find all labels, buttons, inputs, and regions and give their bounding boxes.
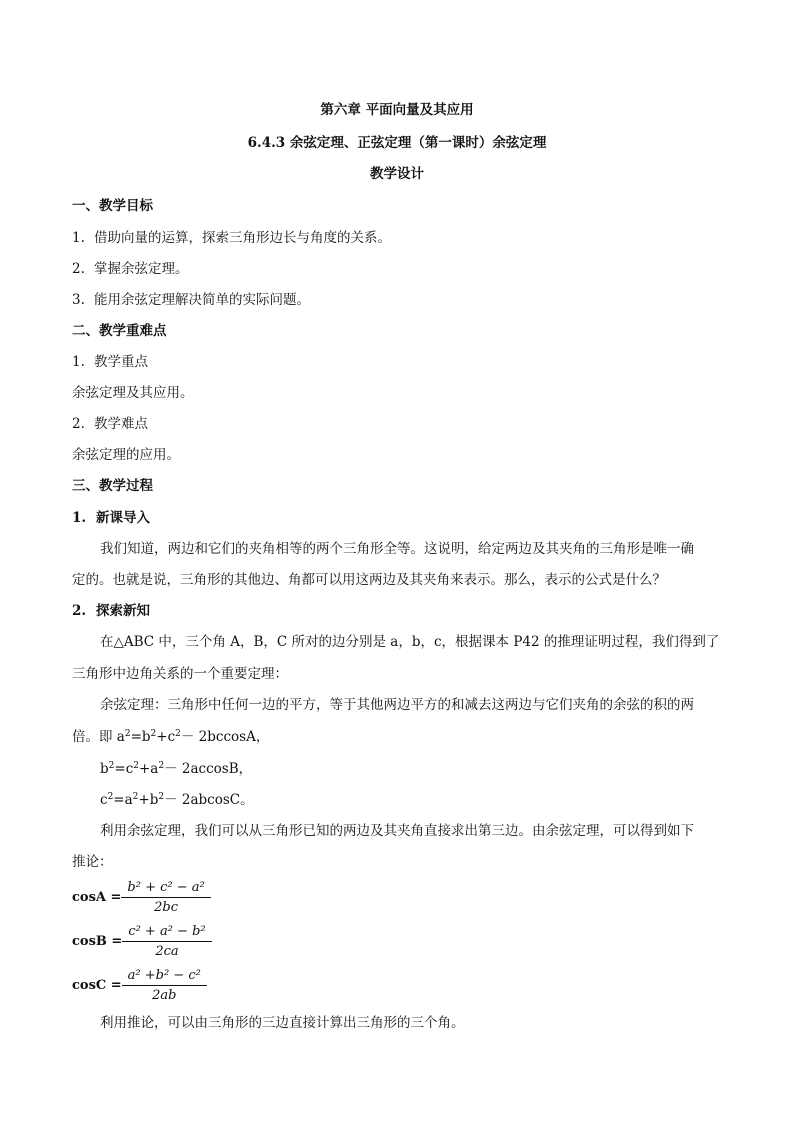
- subsection-explore: [72, 601, 722, 621]
- formula-cosA: [72, 874, 208, 920]
- intro-paragraph-line: 定的。也就是说，三角形的其他边、角都可以用这两边及其夹角来表示。那么，表示的公式是什么？: [72, 572, 666, 588]
- key-point-label: [72, 352, 722, 372]
- numerator: a² +b² − c²: [127, 967, 201, 983]
- goal-number: 2.: [72, 261, 85, 277]
- subsection-intro: [72, 508, 722, 528]
- formula-label: cosA =: [72, 889, 122, 905]
- explore-paragraph-line: 在△ABC 中，三个角 A，B，C 所对的边分别是 a，b，c，根据课本 P42 的推理证明过程，我们得到了: [100, 634, 720, 650]
- formula-cosB: [72, 918, 209, 964]
- numerator: b² + c² − a²: [127, 879, 205, 895]
- subsection-title: 探索新知: [96, 603, 150, 619]
- key-point-text: 余弦定理及其应用。: [72, 385, 194, 401]
- difficulty-text: 余弦定理的应用。: [72, 447, 180, 463]
- key-point-number: 1.: [72, 354, 85, 370]
- corollary-paragraph-line: 利用余弦定理，我们可以从三角形已知的两边及其夹角直接求出第三边。由余弦定理，可以得到如下: [100, 823, 694, 839]
- corollary-paragraph-line: 推论：: [72, 854, 113, 870]
- subsection-number: 2.: [72, 603, 87, 619]
- goal-item: [72, 290, 722, 310]
- goal-text: 借助向量的运算，探索三角形边长与角度的关系。: [94, 230, 391, 246]
- goal-number: 1.: [72, 230, 85, 246]
- subsection-title: 新课导入: [96, 510, 150, 526]
- explore-paragraph-line: 三角形中边角关系的一个重要定理：: [72, 666, 288, 682]
- section-heading-goals: 一、教学目标: [72, 198, 153, 214]
- section-heading-process: 三、教学过程: [72, 478, 153, 494]
- goal-item: [72, 259, 722, 279]
- denominator: 2ca: [122, 941, 211, 959]
- key-point-label-text: 教学重点: [94, 354, 148, 370]
- difficulty-number: 2.: [72, 416, 85, 432]
- lesson-title: 6.4.3 余弦定理、正弦定理（第一课时）余弦定理: [247, 135, 547, 151]
- denominator: 2bc: [121, 897, 210, 915]
- theorem-equation-c: $c^2=a^2+b^2- 2abcosC$。: [100, 792, 254, 808]
- formula-cosC: [72, 962, 204, 1008]
- intro-paragraph-line: 我们知道，两边和它们的夹角相等的两个三角形全等。这说明，给定两边及其夹角的三角形是唯一确: [100, 541, 694, 557]
- section-heading-keypoints: 二、教学重难点: [72, 323, 167, 339]
- closing-paragraph: 利用推论，可以由三角形的三边直接计算出三角形的三个角。: [100, 1015, 465, 1031]
- theorem-paragraph-line: 余弦定理：三角形中任何一边的平方，等于其他两边平方的和减去这两边与它们夹角的余弦的积的两: [100, 697, 694, 713]
- chapter-title: 第六章 平面向量及其应用: [320, 102, 474, 118]
- formula-label: cosB =: [72, 933, 123, 949]
- fraction: [124, 880, 207, 915]
- goal-text: 能用余弦定理解决简单的实际问题。: [94, 292, 310, 308]
- goal-number: 3.: [72, 292, 85, 308]
- theorem-equation-b: $b^2=c^2+a^2- 2accosB$，: [100, 761, 253, 777]
- difficulty-label: [72, 414, 722, 434]
- doc-type-title: 教学设计: [370, 166, 424, 182]
- fraction: [125, 968, 204, 1003]
- numerator: c² + a² − b²: [128, 923, 206, 939]
- difficulty-label-text: 教学难点: [94, 416, 148, 432]
- goal-item: [72, 228, 722, 248]
- subsection-number: 1.: [72, 510, 87, 526]
- fraction: [125, 924, 208, 959]
- theorem-equation-a: 倍。即 $a^2=b^2+c^2- 2bccosA$，: [72, 729, 270, 745]
- formula-label: cosC =: [72, 977, 122, 993]
- goal-text: 掌握余弦定理。: [94, 261, 189, 277]
- denominator: 2ab: [122, 985, 207, 1003]
